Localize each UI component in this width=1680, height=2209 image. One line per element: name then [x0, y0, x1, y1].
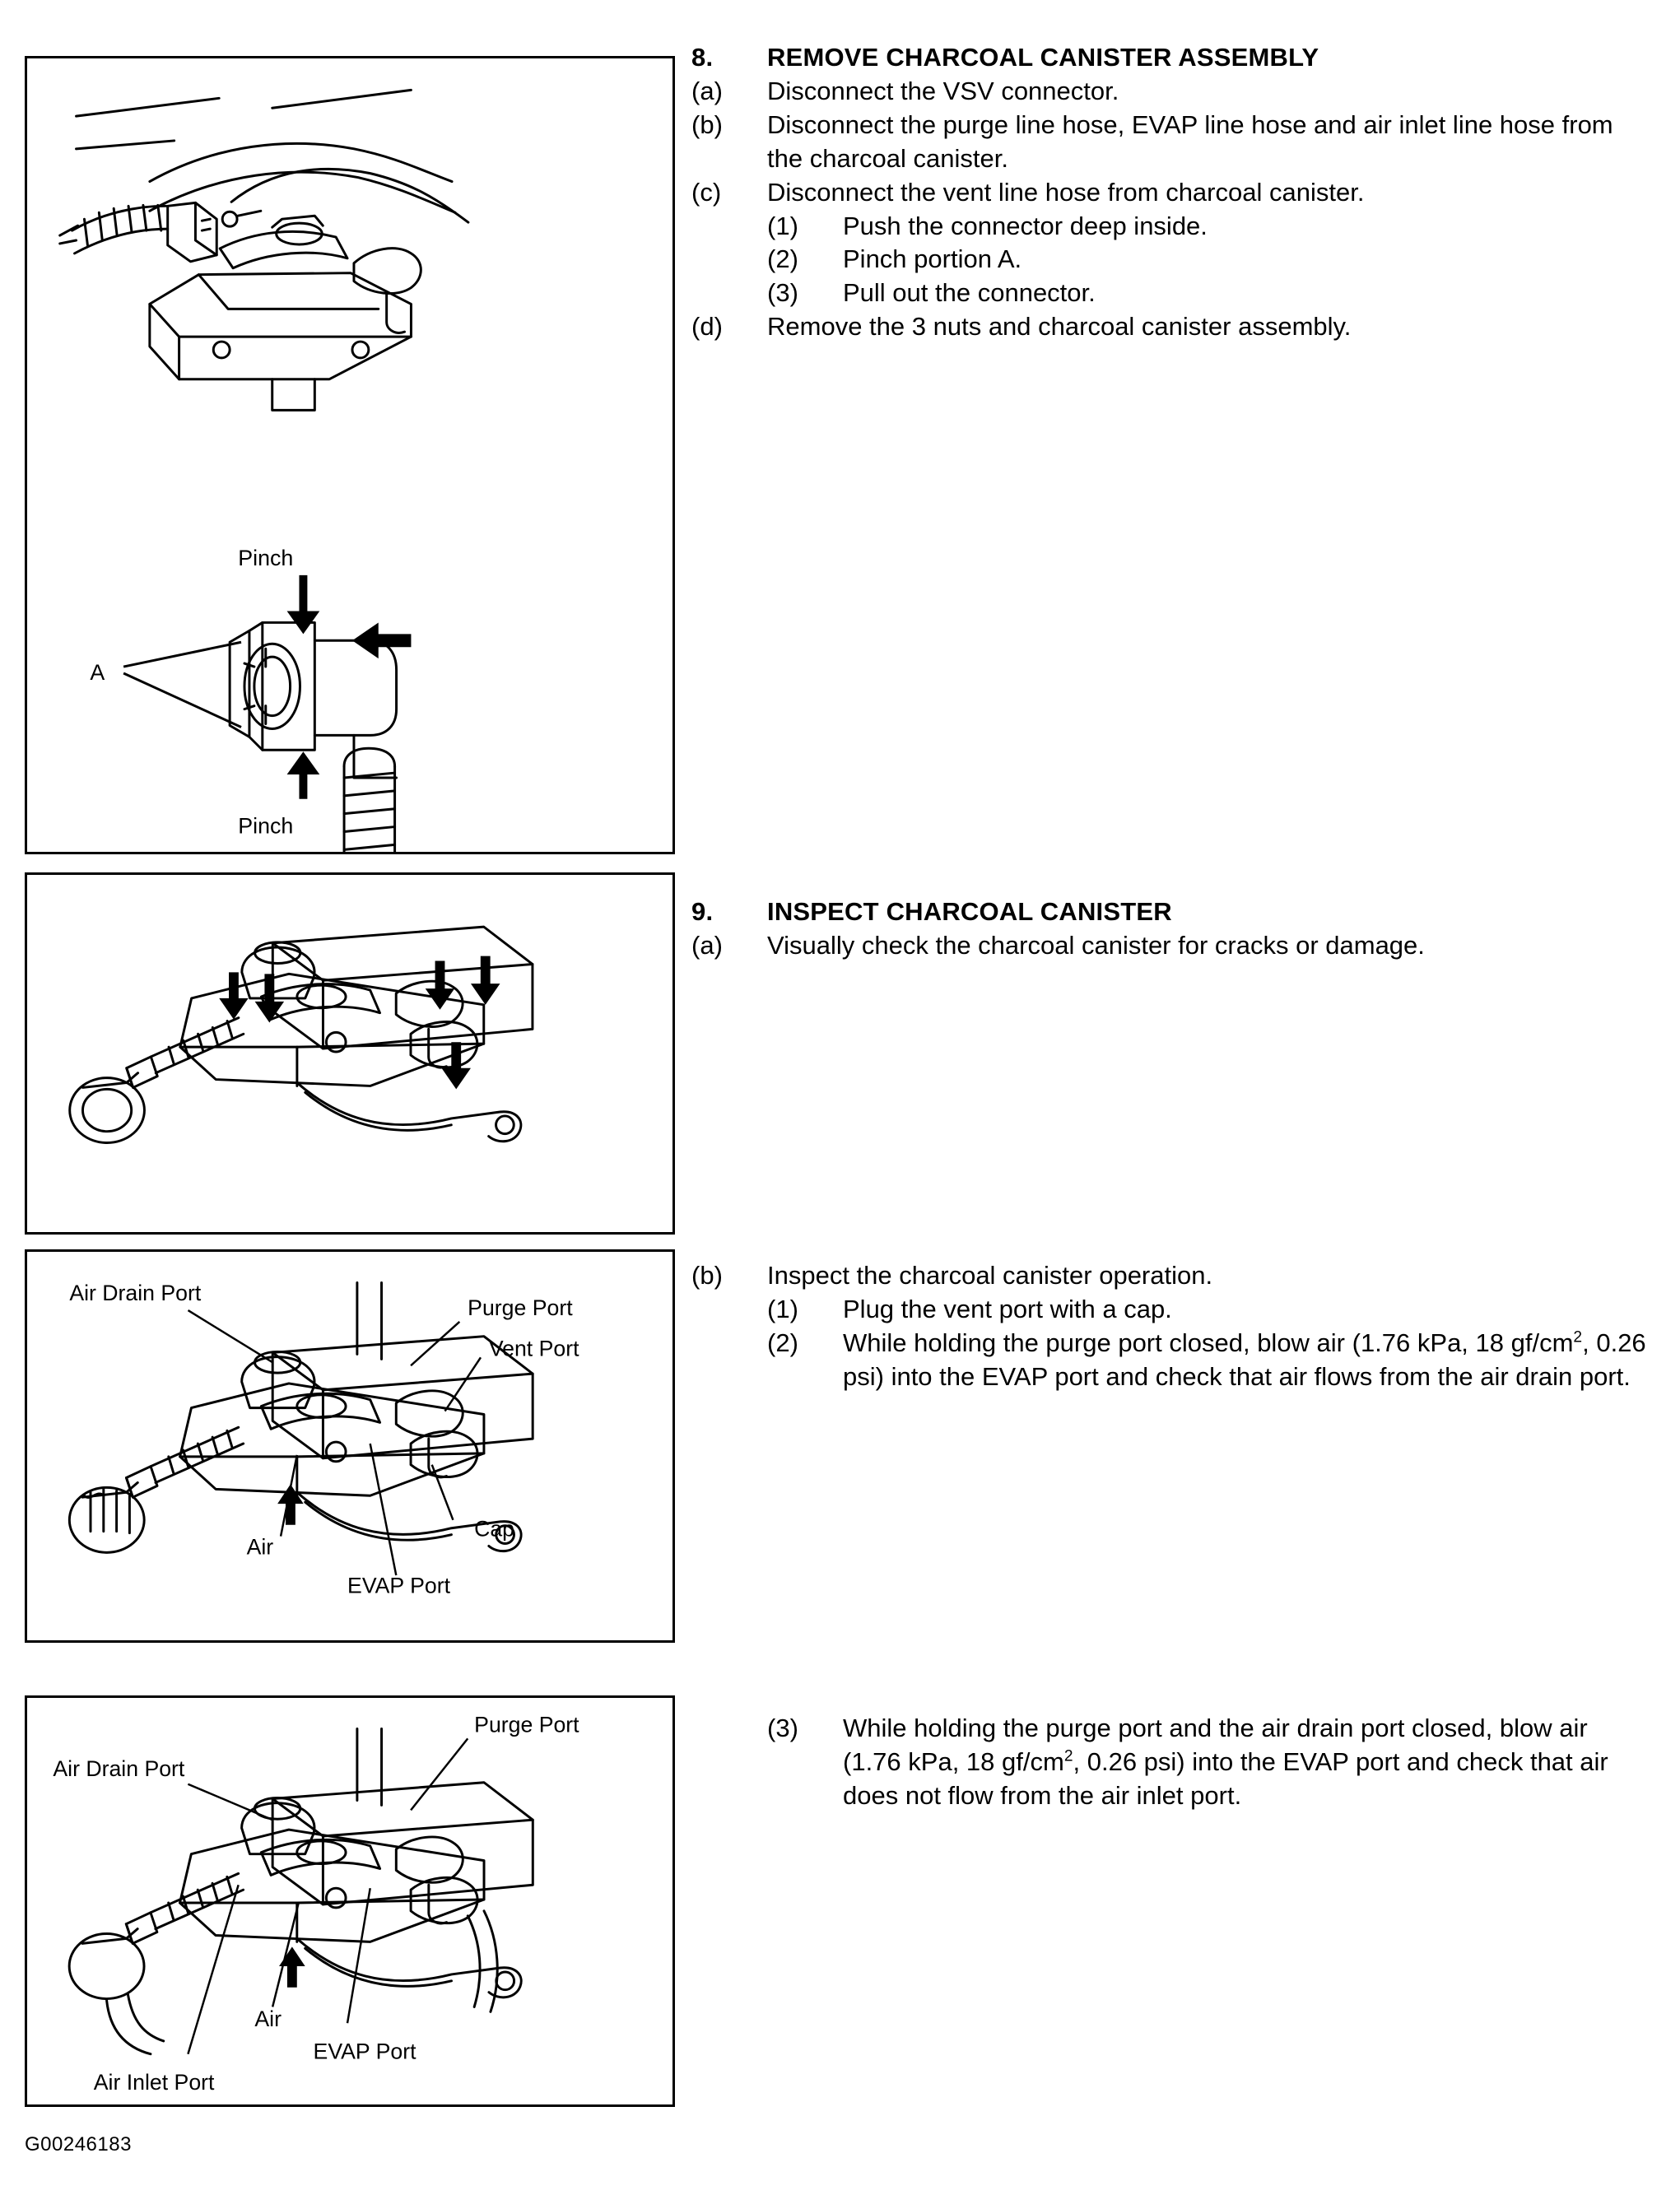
step-label: (a): [691, 76, 723, 105]
figure4-label-air-inlet-port: Air Inlet Port: [93, 2070, 215, 2095]
step-text: Plug the vent port with a cap.: [843, 1294, 1172, 1323]
step-text-part2: , 0.26 psi) into the EVAP port and check that air does not flow from the air inlet port.: [843, 1746, 1608, 1810]
step-label: (1): [767, 211, 798, 240]
figure-charcoal-canister-no-airflow: [25, 1695, 675, 2107]
section-9-step-b2: [691, 1327, 1650, 1394]
section-8-step-c1: [691, 210, 1650, 244]
figure3-label-purge-port: Purge Port: [468, 1295, 573, 1321]
step-label: (d): [691, 312, 723, 342]
section-9-heading: [691, 895, 1650, 929]
step-label: (c): [691, 177, 722, 207]
section-8-heading: [691, 41, 1650, 75]
figure3-label-air: Air: [246, 1534, 274, 1560]
figure4-label-purge-port: Purge Port: [474, 1712, 579, 1737]
figure3-label-vent-port: Vent Port: [488, 1336, 579, 1361]
step-text: [843, 1327, 1650, 1394]
step-label: (3): [767, 1714, 798, 1742]
section-9-step-b1: [691, 1293, 1650, 1327]
step-label: (2): [767, 1328, 798, 1357]
step-text: [843, 1712, 1650, 1813]
step-text: Disconnect the purge line hose, EVAP line hose and air inlet line hose from the charcoal canister.: [767, 109, 1613, 173]
step-text: Remove the 3 nuts and charcoal canister assembly.: [767, 312, 1352, 342]
figure1-label-portion-a: A: [90, 659, 105, 685]
section-9-number: 9.: [691, 897, 714, 926]
step-label: (b): [691, 1261, 723, 1290]
step-label: (3): [767, 278, 798, 308]
section-8-step-b: [691, 109, 1650, 176]
figure-charcoal-canister-inspect: [25, 872, 675, 1235]
step-text-part1: While holding the purge port closed, blow air (1.76 kPa, 18 gf/cm: [843, 1328, 1574, 1357]
step-text: Disconnect the vent line hose from charcoal canister.: [767, 177, 1365, 207]
step-text: Visually check the charcoal canister for cracks or damage.: [767, 930, 1425, 960]
section-9-part-b: [691, 1259, 1650, 1394]
section-8-number: 8.: [691, 43, 714, 72]
section-9-part-b3: [737, 1712, 1650, 1813]
figure3-label-cap: Cap: [474, 1516, 514, 1542]
section-8-title: REMOVE CHARCOAL CANISTER ASSEMBLY: [767, 43, 1319, 72]
figure4-label-air: Air: [254, 2007, 282, 2032]
step-text: Inspect the charcoal canister operation.: [767, 1261, 1213, 1290]
superscript-two: 2: [1063, 1747, 1073, 1765]
step-label: (2): [767, 244, 798, 274]
step-label: (a): [691, 930, 723, 960]
section-8-step-c: [691, 176, 1650, 210]
step-text: Pinch portion A.: [843, 244, 1022, 274]
step-text-part2: , 0.26 psi) into the EVAP port and check that air flows from the air drain port.: [843, 1328, 1646, 1391]
figure4-label-air-drain-port: Air Drain Port: [53, 1756, 185, 1781]
section-8-step-d: [691, 310, 1650, 344]
section-9: [691, 895, 1650, 963]
step-text: Pull out the connector.: [843, 278, 1096, 308]
figure-charcoal-canister-connector: [25, 56, 675, 854]
section-9-step-b3: [691, 1712, 1650, 1813]
step-text: Disconnect the VSV connector.: [767, 76, 1119, 105]
section-9-step-a: [691, 929, 1650, 963]
section-8-step-c2: [691, 243, 1650, 277]
section-8: [691, 41, 1650, 344]
figure1-label-pinch-bottom: Pinch: [238, 813, 294, 839]
superscript-two: 2: [1573, 1328, 1583, 1346]
document-footer-code: G00246183: [25, 2133, 132, 2156]
step-text-part1: While holding the purge port and the air drain port closed, blow air (1.76 kPa, 18 gf/cm: [843, 1714, 1588, 1776]
step-label: (1): [767, 1294, 798, 1323]
section-8-step-a: [691, 75, 1650, 109]
figure3-label-air-drain-port: Air Drain Port: [69, 1281, 202, 1306]
figure-charcoal-canister-airflow: [25, 1249, 675, 1643]
section-8-step-c3: [691, 277, 1650, 310]
figure1-label-pinch-top: Pinch: [238, 545, 294, 570]
figure4-label-evap-port: EVAP Port: [313, 2039, 417, 2064]
section-9-step-b: [691, 1259, 1650, 1293]
section-9-title: INSPECT CHARCOAL CANISTER: [767, 897, 1172, 926]
step-label: (b): [691, 109, 723, 139]
step-text: Push the connector deep inside.: [843, 211, 1208, 240]
figure3-label-evap-port: EVAP Port: [347, 1573, 450, 1598]
